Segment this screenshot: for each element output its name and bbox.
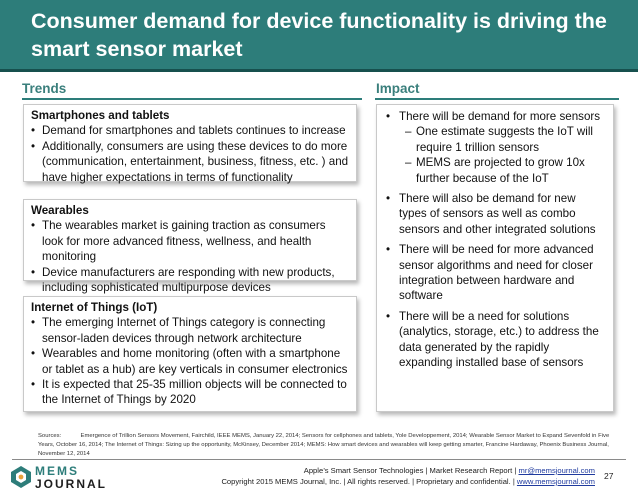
impact-divider [375,98,619,100]
impact-sub-bullet: – One estimate suggests the IoT will require 1 trillion sensors [386,124,605,155]
logo-text-bottom: JOURNAL [35,477,108,491]
trend-bullet: • The emerging Internet of Things category is connecting sensor-laden devices through network architecture [31,315,350,346]
trend-box-title: Smartphones and tablets [31,109,170,122]
impact-bullet: • There will be need for more advanced sensor algorithms and need for closer integration between hardware and software [386,242,605,304]
trend-bullet: • Wearables and home monitoring (often with a smartphone or tablet as a hub) are key verticals in consumer electronics [31,346,350,377]
impact-box [376,104,614,412]
trend-bullet: • Demand for smartphones and tablets continues to increase [31,123,350,138]
trend-box-smartphones [23,104,357,182]
trend-box-title: Wearables [31,204,89,217]
trend-bullet: • The wearables market is gaining traction as consumers look for more advanced fitness, wellness, and health monitoring [31,218,350,264]
impact-bullet: • There will be a need for solutions (analytics, storage, etc.) to address the data generated by the rapidly expanding installed base of sensors [386,309,605,371]
impact-bullet: • There will also be demand for new types of sensors as well as combo sensors and other integrated solutions [386,191,605,237]
title-bar [0,0,638,72]
impact-heading: Impact [376,81,420,96]
logo-mark-icon [10,465,32,489]
trends-divider [22,98,362,100]
footer-copyright: Copyright 2015 MEMS Journal, Inc. | All rights reserved. | Proprietary and confidential. | [221,477,515,486]
trend-bullet: • It is expected that 25-35 million objects will be connected to the Internet of Things by 2020 [31,377,350,408]
logo-text-top: MEMS [35,464,79,478]
impact-sub-bullet: – MEMS are projected to grow 10x further because of the IoT [386,155,605,186]
trend-box-title: Internet of Things (IoT) [31,301,158,314]
footer-website-link[interactable]: www.memsjournal.com [516,477,595,486]
footer-email-link[interactable]: mr@memsjournal.com [518,466,595,475]
trend-bullet: • Device manufacturers are responding with new products, including sophisticated multipurpose devices [31,265,350,296]
sources-label: Sources: [38,433,62,439]
trend-bullet: • Additionally, consumers are using these devices to do more (communication, entertainment, business, fitness, etc. ) and have higher expectations in terms of functionality [31,139,350,185]
mems-journal-logo [10,464,128,490]
slide-title: Consumer demand for device functionality is driving the smart sensor market [31,9,607,61]
footer-report-info: Apple’s Smart Sensor Technologies | Market Research Report | [303,466,517,475]
footer-divider [12,459,626,460]
page-number: 27 [604,471,614,481]
trend-box-wearables [23,199,357,295]
sources-text: Emergence of Trillion Sensors Movement, Fairchild, IEEE MEMS, January 22, 2014; Sensors for cellphones and tablets, Yole Developpement, 2014; Wearable Sensor Market to Expand Sevenfold in Five Years, October 16, 2014; The Internet of Things: Sizing up the opportunity, McKinsey, December 2014; MEMS: How smart devices and wearables will keep getting smarter, Francine Hardaway, Phoenix Business Journal, November 12, 2014 [38,433,610,457]
footer-text [150,465,595,487]
trends-heading: Trends [22,81,67,96]
trend-box-iot [23,296,357,412]
sources-note [38,432,618,459]
impact-bullet: • There will be demand for more sensors [386,109,605,124]
